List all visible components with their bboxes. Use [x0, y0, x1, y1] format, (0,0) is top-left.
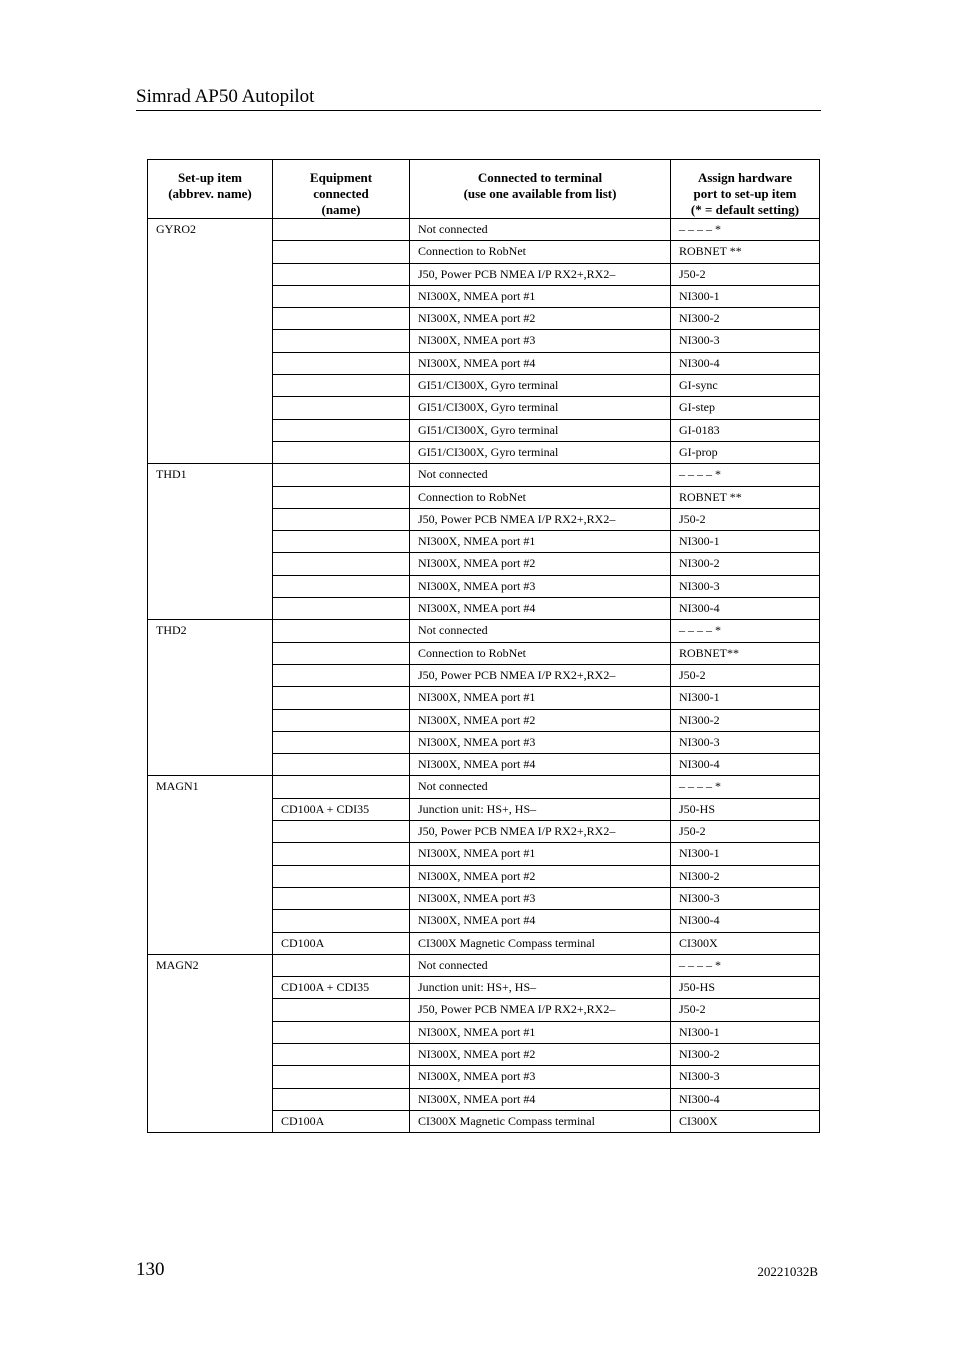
equipment-cell	[273, 709, 410, 731]
terminal-cell: NI300X, NMEA port #3	[410, 330, 671, 352]
terminal-cell: Not connected	[410, 620, 671, 642]
port-cell: NI300-3	[671, 330, 820, 352]
terminal-cell: J50, Power PCB NMEA I/P RX2+,RX2–	[410, 508, 671, 530]
port-cell: NI300-3	[671, 1066, 820, 1088]
equipment-cell	[273, 1066, 410, 1088]
equipment-cell	[273, 352, 410, 374]
equipment-cell	[273, 508, 410, 530]
terminal-cell: CI300X Magnetic Compass terminal	[410, 1110, 671, 1132]
equipment-cell	[273, 664, 410, 686]
port-cell: ROBNET **	[671, 241, 820, 263]
table-row	[148, 219, 820, 241]
port-cell: NI300-4	[671, 598, 820, 620]
port-cell: – – – – *	[671, 620, 820, 642]
terminal-cell: Junction unit: HS+, HS–	[410, 798, 671, 820]
port-cell: NI300-3	[671, 575, 820, 597]
equipment-cell	[273, 241, 410, 263]
equipment-cell	[273, 865, 410, 887]
port-cell: NI300-2	[671, 308, 820, 330]
terminal-cell: NI300X, NMEA port #4	[410, 598, 671, 620]
port-cell: J50-HS	[671, 798, 820, 820]
terminal-cell: J50, Power PCB NMEA I/P RX2+,RX2–	[410, 821, 671, 843]
terminal-cell: NI300X, NMEA port #4	[410, 754, 671, 776]
equipment-cell	[273, 464, 410, 486]
title-rule	[136, 110, 821, 111]
equipment-cell	[273, 1021, 410, 1043]
equipment-cell	[273, 642, 410, 664]
terminal-cell: NI300X, NMEA port #1	[410, 1021, 671, 1043]
equipment-cell	[273, 620, 410, 642]
table-row	[148, 464, 820, 486]
terminal-cell: Junction unit: HS+, HS–	[410, 977, 671, 999]
terminal-cell: GI51/CI300X, Gyro terminal	[410, 397, 671, 419]
equipment-cell	[273, 375, 410, 397]
terminal-cell: J50, Power PCB NMEA I/P RX2+,RX2–	[410, 263, 671, 285]
port-cell: NI300-2	[671, 1043, 820, 1065]
port-cell: ROBNET **	[671, 486, 820, 508]
port-cell: GI-prop	[671, 441, 820, 463]
port-cell: GI-sync	[671, 375, 820, 397]
equipment-cell	[273, 263, 410, 285]
port-cell: NI300-3	[671, 731, 820, 753]
terminal-cell: Connection to RobNet	[410, 642, 671, 664]
terminal-cell: J50, Power PCB NMEA I/P RX2+,RX2–	[410, 664, 671, 686]
port-cell: ROBNET**	[671, 642, 820, 664]
equipment-cell	[273, 419, 410, 441]
port-cell: – – – – *	[671, 776, 820, 798]
equipment-cell	[273, 397, 410, 419]
terminal-cell: NI300X, NMEA port #3	[410, 1066, 671, 1088]
equipment-cell	[273, 821, 410, 843]
terminal-cell: Connection to RobNet	[410, 241, 671, 263]
terminal-cell: NI300X, NMEA port #3	[410, 887, 671, 909]
port-cell: – – – – *	[671, 954, 820, 976]
equipment-cell	[273, 575, 410, 597]
terminal-cell: NI300X, NMEA port #4	[410, 910, 671, 932]
header-port: Assign hardware port to set-up item (* = default setting)	[671, 160, 820, 219]
page-title: Simrad AP50 Autopilot	[136, 86, 315, 107]
terminal-cell: Not connected	[410, 464, 671, 486]
equipment-cell	[273, 219, 410, 241]
terminal-cell: CI300X Magnetic Compass terminal	[410, 932, 671, 954]
port-cell: NI300-4	[671, 910, 820, 932]
port-cell: NI300-1	[671, 843, 820, 865]
terminal-cell: Not connected	[410, 776, 671, 798]
header-equipment: Equipment connected (name)	[273, 160, 410, 219]
setup-item-cell: MAGN1	[148, 776, 273, 954]
terminal-cell: GI51/CI300X, Gyro terminal	[410, 441, 671, 463]
equipment-cell: CD100A	[273, 932, 410, 954]
terminal-cell: NI300X, NMEA port #3	[410, 575, 671, 597]
doc-number: 20221032B	[757, 1264, 818, 1279]
port-cell: NI300-2	[671, 865, 820, 887]
table-row	[148, 776, 820, 798]
setup-item-cell: THD1	[148, 464, 273, 620]
equipment-cell	[273, 887, 410, 909]
equipment-cell: CD100A	[273, 1110, 410, 1132]
table-row	[148, 620, 820, 642]
terminal-cell: NI300X, NMEA port #2	[410, 1043, 671, 1065]
equipment-cell	[273, 776, 410, 798]
port-cell: GI-0183	[671, 419, 820, 441]
setup-item-cell: MAGN2	[148, 954, 273, 1132]
equipment-cell	[273, 954, 410, 976]
page-number: 130	[136, 1259, 165, 1280]
port-cell: NI300-2	[671, 709, 820, 731]
terminal-cell: NI300X, NMEA port #2	[410, 865, 671, 887]
port-cell: NI300-2	[671, 553, 820, 575]
equipment-cell	[273, 910, 410, 932]
equipment-cell	[273, 486, 410, 508]
port-cell: NI300-1	[671, 285, 820, 307]
equipment-cell	[273, 598, 410, 620]
header-setup-item: Set-up item (abbrev. name)	[148, 160, 273, 219]
port-cell: J50-2	[671, 821, 820, 843]
equipment-cell	[273, 731, 410, 753]
terminal-cell: NI300X, NMEA port #1	[410, 687, 671, 709]
port-cell: NI300-4	[671, 352, 820, 374]
equipment-cell	[273, 330, 410, 352]
port-cell: NI300-3	[671, 887, 820, 909]
terminal-cell: NI300X, NMEA port #2	[410, 308, 671, 330]
terminal-cell: NI300X, NMEA port #1	[410, 843, 671, 865]
equipment-cell	[273, 843, 410, 865]
equipment-cell: CD100A + CDI35	[273, 798, 410, 820]
terminal-cell: NI300X, NMEA port #1	[410, 531, 671, 553]
port-cell: NI300-1	[671, 531, 820, 553]
port-cell: NI300-4	[671, 754, 820, 776]
setup-table	[147, 159, 820, 1133]
setup-item-cell: GYRO2	[148, 219, 273, 464]
equipment-cell	[273, 531, 410, 553]
port-cell: CI300X	[671, 1110, 820, 1132]
port-cell: J50-2	[671, 664, 820, 686]
terminal-cell: Connection to RobNet	[410, 486, 671, 508]
port-cell: CI300X	[671, 932, 820, 954]
terminal-cell: Not connected	[410, 219, 671, 241]
terminal-cell: Not connected	[410, 954, 671, 976]
terminal-cell: NI300X, NMEA port #4	[410, 1088, 671, 1110]
port-cell: – – – – *	[671, 219, 820, 241]
terminal-cell: NI300X, NMEA port #3	[410, 731, 671, 753]
port-cell: J50-2	[671, 263, 820, 285]
equipment-cell	[273, 687, 410, 709]
header-terminal: Connected to terminal (use one available from list)	[410, 160, 671, 219]
terminal-cell: NI300X, NMEA port #2	[410, 709, 671, 731]
equipment-cell	[273, 308, 410, 330]
terminal-cell: GI51/CI300X, Gyro terminal	[410, 375, 671, 397]
table-row	[148, 954, 820, 976]
table-body	[148, 219, 820, 1133]
equipment-cell	[273, 285, 410, 307]
terminal-cell: GI51/CI300X, Gyro terminal	[410, 419, 671, 441]
port-cell: NI300-1	[671, 1021, 820, 1043]
equipment-cell	[273, 754, 410, 776]
equipment-cell: CD100A + CDI35	[273, 977, 410, 999]
equipment-cell	[273, 1088, 410, 1110]
port-cell: J50-HS	[671, 977, 820, 999]
equipment-cell	[273, 1043, 410, 1065]
terminal-cell: J50, Power PCB NMEA I/P RX2+,RX2–	[410, 999, 671, 1021]
equipment-cell	[273, 441, 410, 463]
table-header-row	[148, 160, 820, 219]
port-cell: J50-2	[671, 508, 820, 530]
port-cell: NI300-4	[671, 1088, 820, 1110]
terminal-cell: NI300X, NMEA port #4	[410, 352, 671, 374]
port-cell: GI-step	[671, 397, 820, 419]
port-cell: J50-2	[671, 999, 820, 1021]
terminal-cell: NI300X, NMEA port #1	[410, 285, 671, 307]
equipment-cell	[273, 553, 410, 575]
equipment-cell	[273, 999, 410, 1021]
setup-item-cell: THD2	[148, 620, 273, 776]
port-cell: – – – – *	[671, 464, 820, 486]
terminal-cell: NI300X, NMEA port #2	[410, 553, 671, 575]
port-cell: NI300-1	[671, 687, 820, 709]
